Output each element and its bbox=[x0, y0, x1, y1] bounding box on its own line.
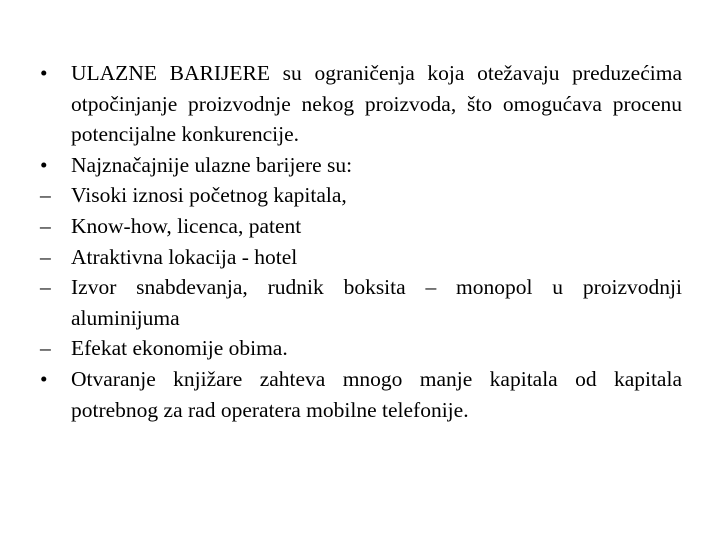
bullet-dash-icon: – bbox=[40, 183, 51, 208]
list-item-supply-source bbox=[40, 272, 682, 333]
list-item-initial-capital bbox=[40, 180, 682, 211]
list-item-barriers-definition bbox=[40, 58, 682, 150]
bullet-dash-icon: – bbox=[40, 213, 51, 238]
list-item-key-barriers-heading bbox=[40, 150, 682, 181]
bullet-list bbox=[40, 58, 682, 425]
bullet-dash-icon: – bbox=[40, 336, 51, 361]
list-item-economies-of-scale bbox=[40, 333, 682, 364]
list-item-text: Otvaranje knjižare zahteva mnogo manje kapitala od kapitala potrebnog za rad operatera mobilne telefonije. bbox=[71, 366, 682, 422]
bullet-dot-icon: • bbox=[40, 152, 48, 177]
list-item-location bbox=[40, 242, 682, 273]
list-item-text: Atraktivna lokacija - hotel bbox=[71, 244, 298, 269]
list-item-text: Visoki iznosi početnog kapitala, bbox=[71, 183, 347, 208]
list-item-bookstore-example bbox=[40, 364, 682, 425]
bullet-dot-icon: • bbox=[40, 61, 48, 85]
list-item-text: Izvor snabdevanja, rudnik boksita – monopol u proizvodnji aluminijuma bbox=[71, 275, 682, 330]
list-item-text: Najznačajnije ulazne barijere su: bbox=[71, 152, 353, 177]
list-item-text: Know-how, licenca, patent bbox=[71, 213, 302, 238]
bullet-dash-icon: – bbox=[40, 244, 51, 269]
list-item-know-how bbox=[40, 211, 682, 242]
bullet-dash-icon: – bbox=[40, 275, 51, 300]
list-item-text: ULAZNE BARIJERE su ograničenja koja otežavaju preduzećima otpočinjanje proizvodnje nekog proizvoda, što omogućava procenu potencijalne konkurencije. bbox=[71, 61, 682, 147]
bullet-dot-icon: • bbox=[40, 366, 48, 391]
list-item-text: Efekat ekonomije obima. bbox=[71, 336, 288, 361]
